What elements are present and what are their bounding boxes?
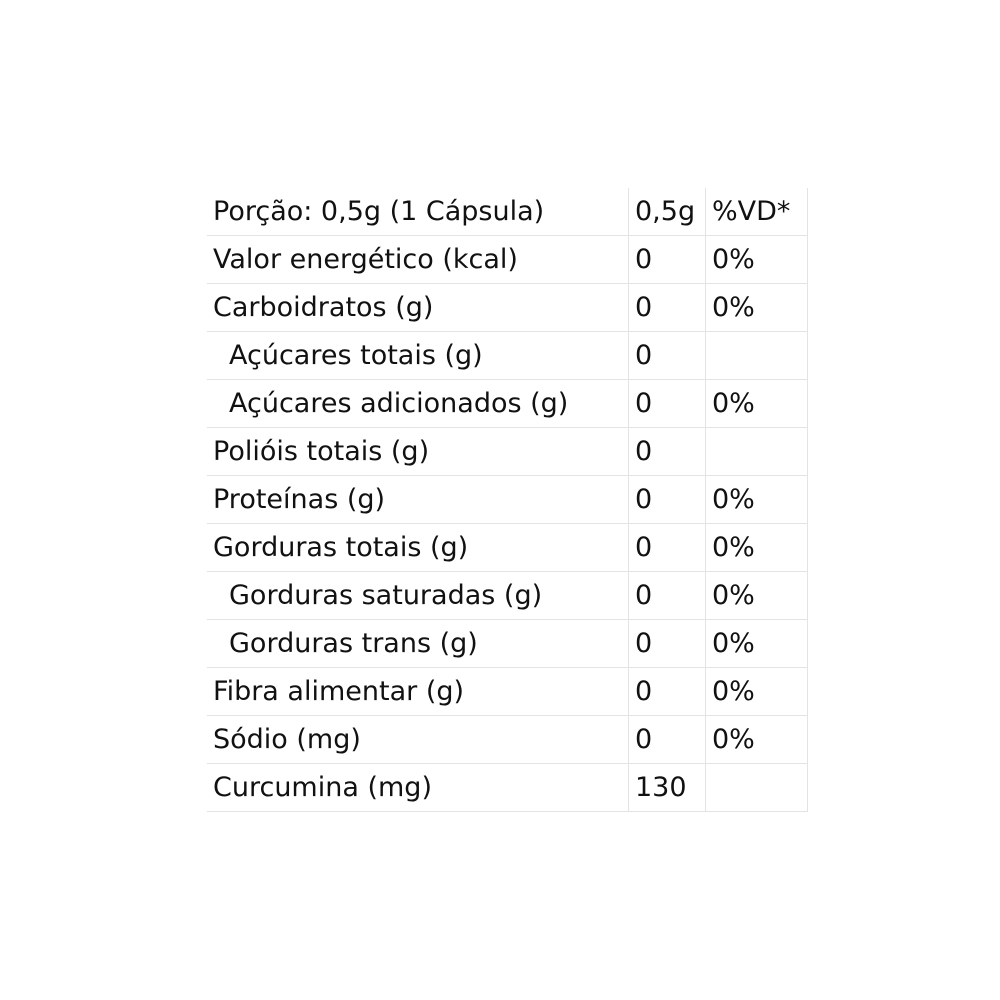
table-row [207,620,808,668]
nutrient-name: Açúcares totais (g) [207,332,629,380]
nutrient-name: Carboidratos (g) [207,284,629,332]
nutrient-dv: 0% [706,524,808,572]
nutrient-name: Gorduras saturadas (g) [207,572,629,620]
nutrient-amount: 130 [629,764,706,812]
nutrient-dv [706,428,808,476]
nutrition-facts-table [207,188,808,812]
table-row [207,764,808,812]
nutrient-amount: 0 [629,716,706,764]
table-row [207,284,808,332]
portion-label: Porção: 0,5g (1 Cápsula) [207,188,629,236]
nutrient-amount: 0 [629,524,706,572]
table-row [207,524,808,572]
table-row [207,668,808,716]
nutrient-dv: 0% [706,380,808,428]
nutrient-name: Valor energético (kcal) [207,236,629,284]
nutrient-name: Proteínas (g) [207,476,629,524]
nutrient-name: Sódio (mg) [207,716,629,764]
nutrient-dv: 0% [706,620,808,668]
nutrient-name: Gorduras totais (g) [207,524,629,572]
table-row [207,332,808,380]
nutrient-name: Polióis totais (g) [207,428,629,476]
table-row [207,236,808,284]
table-row [207,716,808,764]
nutrient-dv: 0% [706,236,808,284]
nutrient-amount: 0 [629,476,706,524]
nutrient-amount: 0 [629,236,706,284]
amount-header: 0,5g [629,188,706,236]
nutrient-amount: 0 [629,332,706,380]
nutrient-name: Fibra alimentar (g) [207,668,629,716]
table-row [207,572,808,620]
nutrient-dv: 0% [706,716,808,764]
nutrient-dv: 0% [706,284,808,332]
nutrient-amount: 0 [629,572,706,620]
nutrient-dv: 0% [706,668,808,716]
nutrient-name: Curcumina (mg) [207,764,629,812]
nutrient-dv [706,332,808,380]
table-row [207,428,808,476]
nutrient-amount: 0 [629,620,706,668]
nutrient-amount: 0 [629,380,706,428]
nutrient-name: Açúcares adicionados (g) [207,380,629,428]
nutrient-name: Gorduras trans (g) [207,620,629,668]
daily-value-header: %VD* [706,188,808,236]
table-header-row [207,188,808,236]
nutrient-amount: 0 [629,428,706,476]
nutrient-dv: 0% [706,572,808,620]
table-row [207,476,808,524]
nutrient-dv: 0% [706,476,808,524]
table-row [207,380,808,428]
nutrient-amount: 0 [629,284,706,332]
nutrient-dv [706,764,808,812]
nutrient-amount: 0 [629,668,706,716]
